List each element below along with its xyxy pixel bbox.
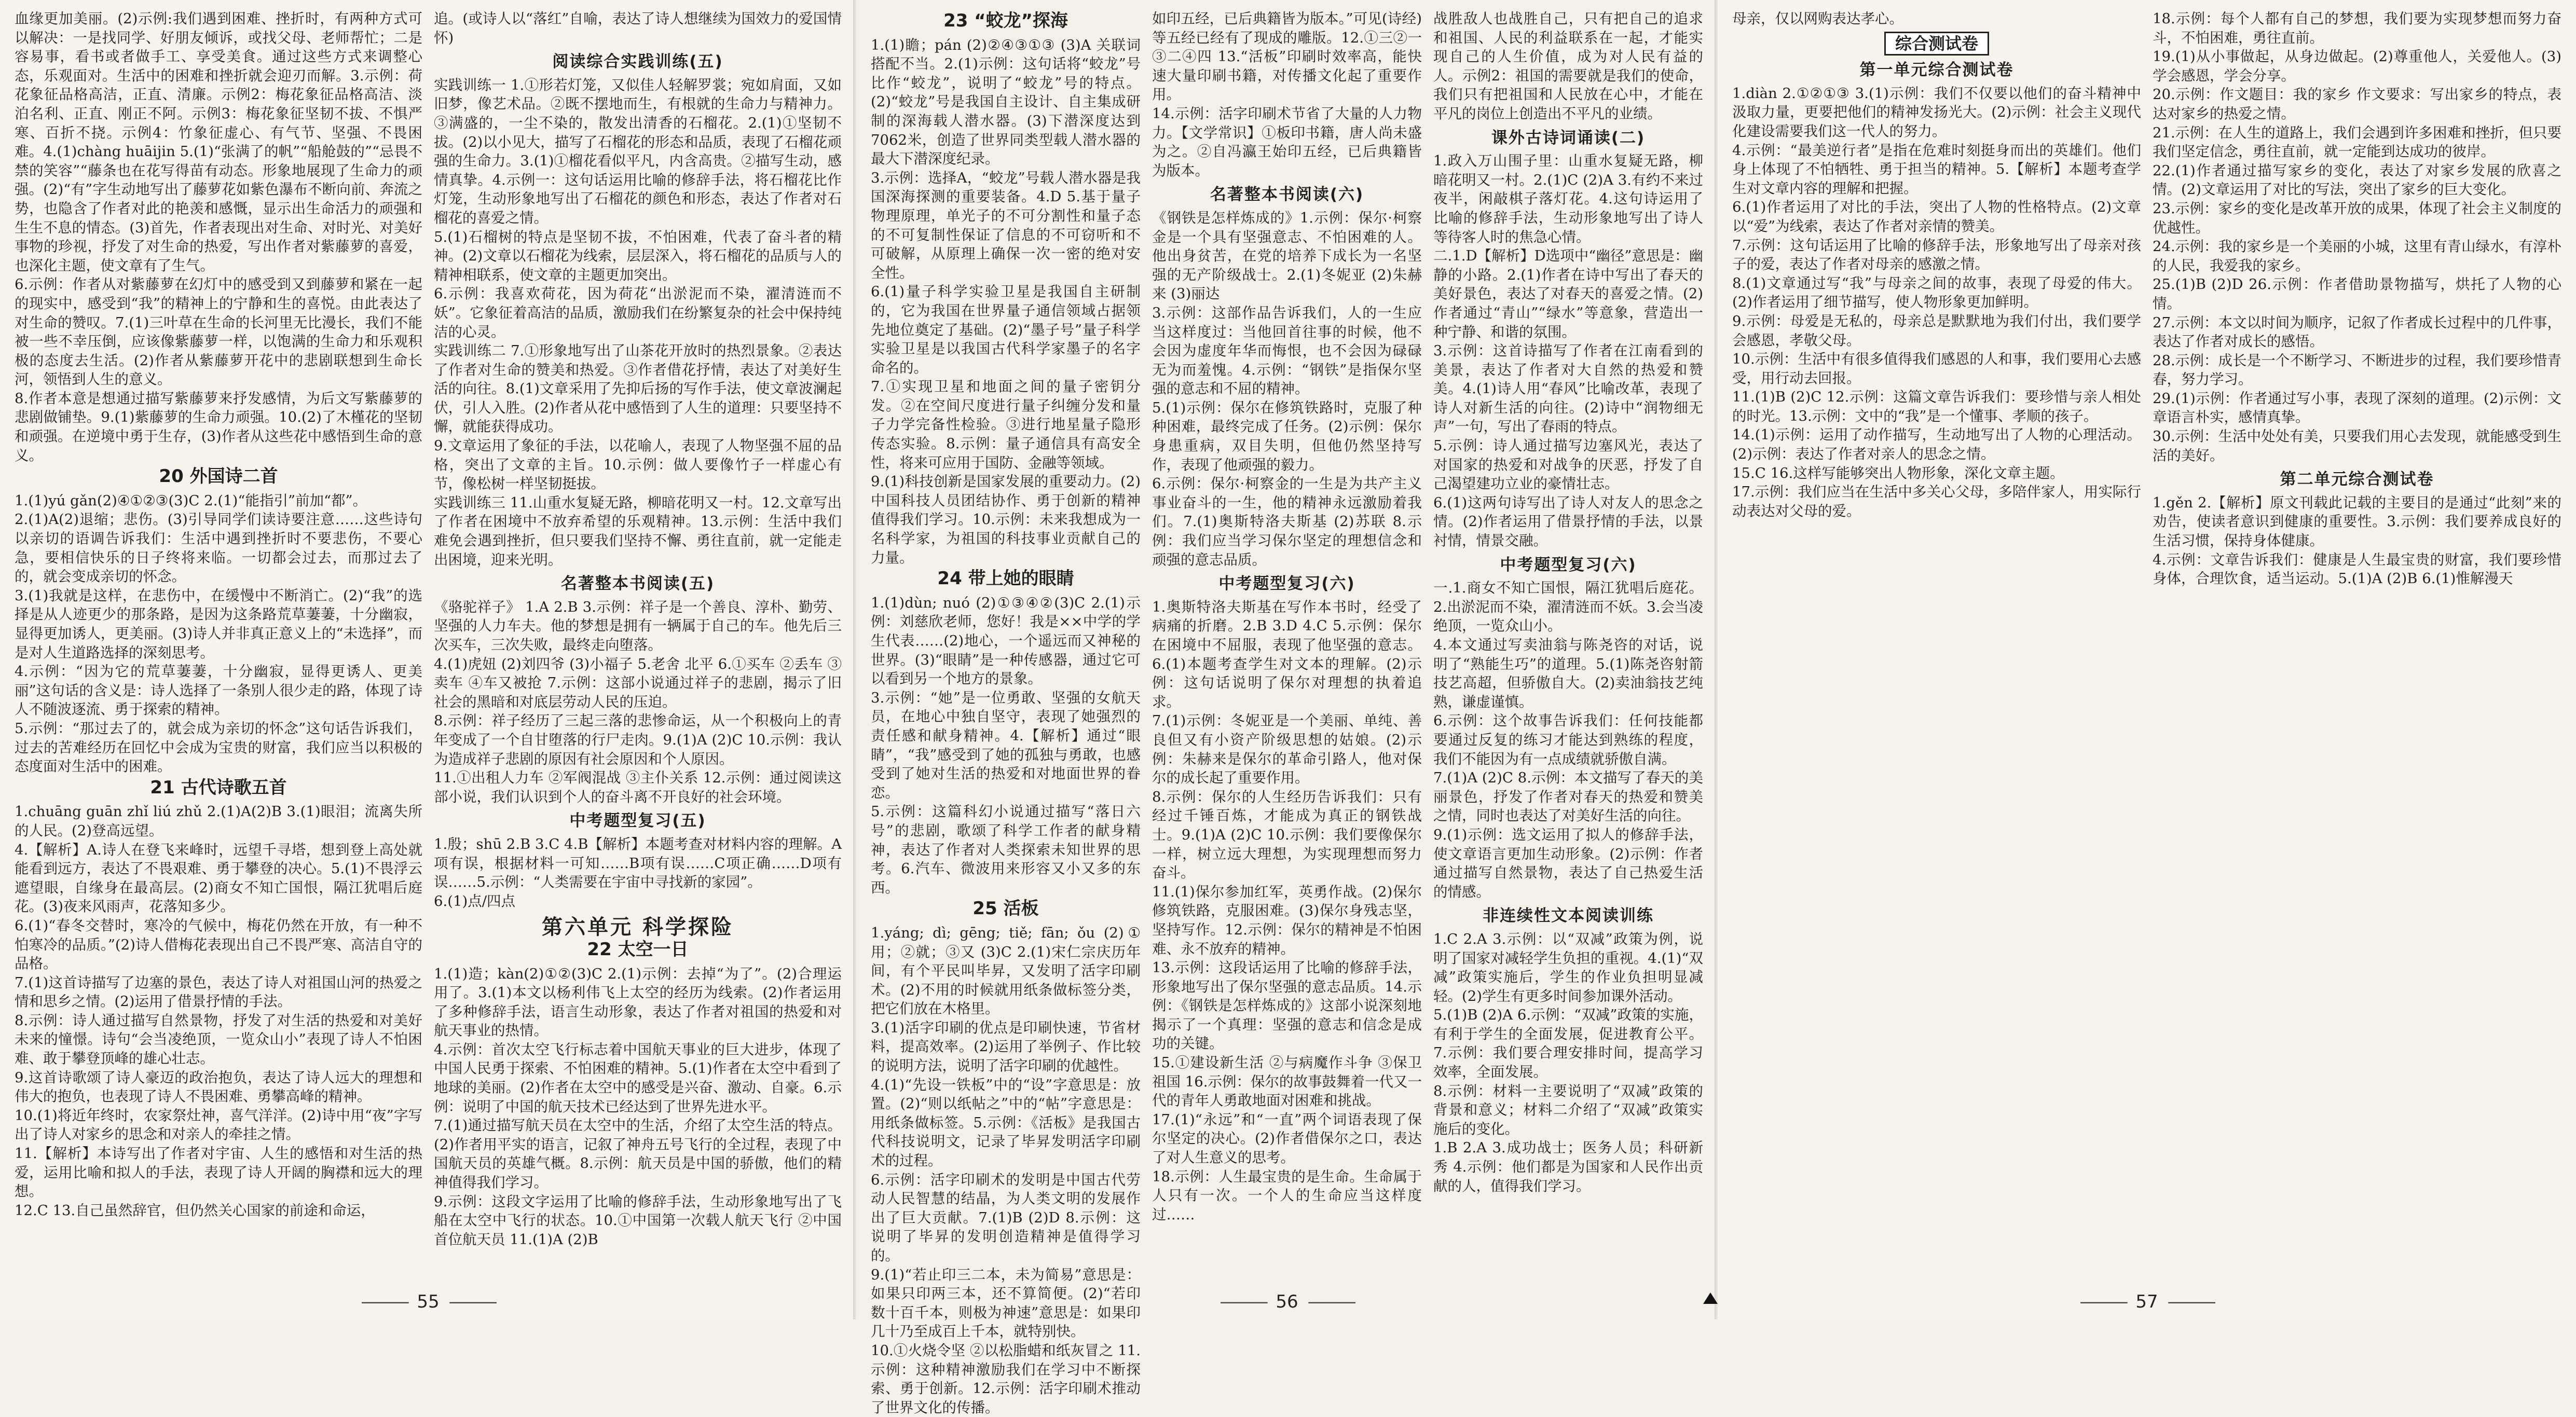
paragraph: 追。(或诗人以“落红”自喻，表达了诗人想继续为国效力的爱国情怀) <box>434 10 842 46</box>
paragraph: 3.(1)我就是这样，在悲伤中，在缓慢中不断消亡。(2)“我”的选择是从人迹更少的那条路，是因为这条路荒草萋萋，十分幽寂，显得更加诱人，更美丽。(3)诗人并非真正意义上的“未选择”，而是对人生道路选择的深刻思考。 <box>15 587 422 661</box>
paragraph: 7.(1)这首诗描写了边塞的景色，表达了诗人对祖国山河的热爱之情和思乡之情。(2)运用了借景抒情的手法。 <box>15 974 422 1010</box>
paragraph: 23.示例：家乡的变化是改革开放的成果，体现了社会主义制度的优越性。 <box>2153 200 2561 236</box>
paragraph: 9.(1)科技创新是国家发展的重要动力。(2)中国科技人员团结协作、勇于创新的精神值得我们学习。10.示例：未来我想成为一名科学家，为祖国的科技事业贡献自己的力量。 <box>871 473 1141 566</box>
paragraph: 1.chuāng guān zhǐ liú zhǔ 2.(1)A(2)B 3.(1)眼泪；流离失所的人民。(2)登高远望。 <box>15 803 422 839</box>
paragraph: 一.1.商女不知亡国恨，隔江犹唱后庭花。2.出淤泥而不染，濯清涟而不妖。3.会当凌绝顶，一览众山小。 <box>1433 580 1703 635</box>
lesson-title: 20 外国诗二首 <box>159 466 278 487</box>
page-number: ——— 56 ——— <box>856 1291 1718 1312</box>
paragraph: 5.示例：“那过去了的，就会成为亲切的怀念”这句话告诉我们，过去的苦难经历在回忆中会成为宝贵的财富，我们应当以积极的态度面对生活中的困难。 <box>15 720 422 775</box>
page-number: ——— 55 ——— <box>0 1291 856 1312</box>
paragraph: 1.C 2.A 3.示例：以“双减”政策为例，说明了国家对减轻学生负担的重视。4.(1)“双减”政策实施后，学生的作业负担明显减轻。(2)学生有更多时间参加课外活动。 <box>1433 930 1703 1005</box>
unit-title: 第六单元 科学探险 <box>542 915 734 940</box>
paragraph: 7.①实现卫星和地面之间的量子密钥分发。②在空间尺度进行量子纠缠分发和量子力学完备性检验。③进行地星量子隐形传态实验。8.示例：量子通信具有高安全性，将来可应用于国防、金融等领域。 <box>871 378 1141 471</box>
paragraph: 13.示例：这段话运用了比喻的修辞手法，形象地写出了保尔坚强的意志品质。14.示例：《钢铁是怎样炼成的》这部小说深刻地揭示了一个真理：坚强的意志和信念是成功的关键。 <box>1152 959 1422 1052</box>
paragraph: 9.(1)示例：选文运用了拟人的修辞手法，使文章语言更加生动形象。(2)示例：作者通过描写自然景物，表达了自己热爱生活的情感。 <box>1433 826 1703 900</box>
paragraph: 6.示例：这个故事告诉我们：任何技能都要通过反复的练习才能达到熟练的程度，我们不能因为有一点成绩就骄傲自满。 <box>1433 712 1703 767</box>
paragraph: 1.gěn 2.【解析】原文刊载此记载的主要目的是通过“此刻”来的劝告，使读者意识到健康的重要性。3.示例：我们要养成良好的生活习惯，保持身体健康。 <box>2153 494 2561 549</box>
page-56 <box>856 0 1718 1416</box>
paragraph: 9.(1)“若止印三二本，未为简易”意思是：如果只印两三本，还不算简便。(2)“若印数十百千本，则极为神速”意思是：如果印几十乃至成百上千本，就特别快。 <box>871 1266 1141 1340</box>
paragraph: 9.文章运用了象征的手法，以花喻人，表现了人物坚强不屈的品格，突出了文章的主旨。10.示例：做人要像竹子一样虚心有节，像松树一样坚韧挺拔。 <box>434 437 842 492</box>
section-title: 名著整本书阅读(五) <box>560 574 715 594</box>
paragraph: 实践训练一 1.①形若灯笼，又似佳人轻解罗裳；宛如肩面，又如旧梦，像艺术品。②既不摆地而生，有根就的生命力与精神力。③满盛的，一尘不染的，散发出清香的石榴花。2.(1)①坚韧不拔。(2)以小见大，描写了石榴花的形态和品质，表现了石榴花顽强的生命力。3.(1)①榴花看似平凡，内含高贵。②描写生动，感情真挚。4.示例一：这句话运用比喻的修辞手法，将石榴花比作灯笼，生动形象地写出了石榴花的颜色和形态，表达了作者对石榴花的喜爱之情。 <box>434 76 842 226</box>
paragraph: 3.示例：“她”是一位勇敢、坚强的女航天员，在地心中独自坚守，表现了她强烈的责任感和献身精神。4.【解析】通过“眼睛”，“我”感受到了她的孤独与勇敢，也感受到了她对生活的热爱和对地面世界的眷恋。 <box>871 689 1141 801</box>
paragraph: 母亲，仅以网购表达孝心。 <box>1732 10 1903 27</box>
section-title: 阅读综合实践训练(五) <box>552 52 723 72</box>
paragraph: 6.示例：活字印刷术的发明是中国古代劳动人民智慧的结晶，为人类文明的发展作出了巨大贡献。7.(1)B (2)D 8.示例：这说明了毕昇的发明创造精神是值得学习的。 <box>871 1171 1141 1264</box>
lesson-title: 25 活板 <box>972 898 1039 919</box>
section-title: 中考题型复习(六) <box>1500 555 1637 574</box>
paragraph: 11.(1)保尔参加红军，英勇作战。(2)保尔修筑铁路，克服困难。(3)保尔身残志坚，坚持写作。12.示例：保尔的精神是不怕困难、永不放弃的精神。 <box>1152 883 1422 957</box>
paragraph: 1.(1)yú gǎn(2)④①②③(3)C 2.(1)“能指引”前加“都”。 <box>15 492 367 509</box>
paragraph: 19.(1)从小事做起，从身边做起。(2)尊重他人，关爱他人。(3)学会感恩，学会分享。 <box>2153 48 2561 84</box>
paragraph: 8.作者本意是想通过描写紫藤萝来抒发感情，为后文写紫藤萝的悲剧做铺垫。9.(1)紫藤萝的生命力顽强。10.(2)了木槿花的坚韧和顽强。在逆境中勇于生存，(3)作者从这些花中感悟到生命的意义。 <box>15 390 422 464</box>
paragraph: 7.示例：这句话运用了比喻的修辞手法，形象地写出了母亲对孩子的爱，表达了作者对母亲的感激之情。 <box>1732 237 2141 273</box>
paragraph: 10.①火烧令坚 ②以松脂蜡和纸灰冒之 11.示例：这种精神激励我们在学习中不断探索、勇于创新。12.示例：活字印刷术推动了世界文化的传播。 <box>871 1342 1141 1416</box>
paragraph: 5.(1)示例：保尔在修筑铁路时，克服了种种困难，最终完成了任务。(2)示例：保尔身患重病，双目失明，但他仍然坚持写作，表现了他顽强的毅力。 <box>1152 399 1422 473</box>
section-title: 中考题型复习(六) <box>1218 574 1355 594</box>
paragraph: 20.示例：作文题目：我的家乡 作文要求：写出家乡的特点，表达对家乡的热爱之情。 <box>2153 86 2561 122</box>
paragraph: 14.示例：活字印刷术节省了大量的人力物力。【文学常识】①板印书籍，唐人尚未盛为之。②自冯瀛王始印五经，已后典籍皆为版本。 <box>1152 105 1422 179</box>
paragraph: 24.示例：我的家乡是一个美丽的小城，这里有青山绿水，有淳朴的人民，我爱我的家乡。 <box>2153 238 2561 274</box>
page-55 <box>0 0 856 1319</box>
paragraph: 4.本文通过写卖油翁与陈尧咨的对话，说明了“熟能生巧”的道理。5.(1)陈尧咨射箭技艺高超，但骄傲自大。(2)卖油翁技艺纯熟，谦虚谨慎。 <box>1433 637 1703 710</box>
lesson-title: 21 古代诗歌五首 <box>150 777 287 798</box>
paragraph: 4.示例：“因为它的荒草萋萋，十分幽寂，显得更诱人、更美丽”这句话的含义是：诗人选择了一条别人很少走的路，体现了诗人不随波逐流、勇于探索的精神。 <box>15 663 422 718</box>
paragraph: 25.(1)B (2)D 26.示例：作者借助景物描写，烘托了人物的心情。 <box>2153 276 2561 312</box>
paragraph: 22.(1)作者通过描写家乡的变化，表达了对家乡发展的欣喜之情。(2)文章运用了对比的写法，突出了家乡的巨大变化。 <box>2153 162 2561 198</box>
paragraph: 3.示例：这首诗描写了作者在江南看到的美景，表达了作者对大自然的热爱和赞美。4.(1)诗人用“春风”比喻改革，表现了诗人对新生活的向往。(2)诗中“润物细无声”一句，写出了春雨的特点。 <box>1433 342 1703 435</box>
lesson-title: 23 “蛟龙”探海 <box>943 10 1068 31</box>
paragraph: 9.示例：母爱是无私的，母亲总是默默地为我们付出，我们要学会感恩，孝敬父母。 <box>1732 312 2141 349</box>
paragraph: 6.(1)“春冬交替时，寒冷的气候中，梅花仍然在开放，有一种不怕寒冷的品质。”(2)诗人借梅花表现出自己不畏严寒、高洁自守的品格。 <box>15 917 422 972</box>
paragraph: 11.(1)B (2)C 12.示例：这篇文章告诉我们：要珍惜与亲人相处的时光。13.示例：文中的“我”是一个懂事、孝顺的孩子。 <box>1732 389 2141 424</box>
paragraph: 5.示例：诗人通过描写边塞风光，表达了对国家的热爱和对战争的厌恶，抒发了自己渴望建功立业的豪情壮志。 <box>1433 437 1703 492</box>
column <box>1433 9 1703 1255</box>
paragraph: 12.C 13.自己虽然辞官，但仍然关心国家的前途和命运， <box>15 1202 375 1219</box>
paragraph: 8.示例：诗人通过描写自然景物，抒发了对生活的热爱和对美好未来的憧憬。诗句“会当凌绝顶，一览众山小”表现了诗人不怕困难、敢于攀登顶峰的雄心壮志。 <box>15 1012 422 1067</box>
paragraph: 9.这首诗歌颂了诗人豪迈的政治抱负，表达了诗人远大的理想和伟大的抱负，也表现了诗人不畏困难、勇攀高峰的精神。 <box>15 1069 422 1105</box>
paragraph: 3.示例：选择A，“蛟龙”号载人潜水器是我国深海探测的重要装备。4.D 5.基于量子物理原理，单光子的不可分割性和量子态的不可复制性保证了信息的不可窃听和不可破解，从原理上确保一次一密的绝对安全性。 <box>871 169 1141 281</box>
paragraph: 27.示例：本文以时间为顺序，记叙了作者成长过程中的几件事，表达了作者对成长的感悟。 <box>2153 314 2561 350</box>
section-title: 第二单元综合测试卷 <box>2280 470 2434 489</box>
paragraph: 10.示例：生活中有很多值得我们感恩的人和事，我们要用心去感受，用行动去回报。 <box>1732 351 2141 387</box>
paragraph: 7.(1)示例：冬妮亚是一个美丽、单纯、善良但又有小资产阶级思想的姑娘。(2)示例：朱赫来是保尔的革命引路人，他对保尔的成长起了重要作用。 <box>1152 712 1422 787</box>
paragraph: 4.示例：首次太空飞行标志着中国航天事业的巨大进步，体现了中国人民勇于探索、不怕困难的精神。5.(1)作者在太空中看到了地球的美丽。(2)作者在太空中的感受是兴奋、激动、自豪。6.示例：说明了中国的航天技术已经达到了世界先进水平。 <box>434 1041 842 1115</box>
column <box>434 9 842 1255</box>
paragraph: 实践训练二 7.①形象地写出了山茶花开放时的热烈景象。②表达了作者对生命的赞美和热爱。③作者借花抒情，表达了对美好生活的向往。8.(1)文章采用了先抑后扬的写作手法，使文章波澜起伏，引人入胜。(2)作者从花中感悟到了人生的道理：只要坚持不懈，就能获得成功。 <box>434 342 842 435</box>
paragraph: 血缘更加美丽。(2)示例:我们遇到困难、挫折时，有两种方式可以解决：一是找同学、好朋友倾诉，或找父母、老师帮忙；二是容易事，看书或者做手工、享受美食。通过这些方式来调整心态，乐观面对。生活中的困难和挫折就会迎刃而解。3.示例：荷花象征品格高洁，正直、清廉。示例2：梅花象征品格高洁、淡泊名利、正直、刚正不阿。示例3：梅花象征坚韧不拔、不惧严寒、百折不挠。示例4：竹象征虚心、有气节、坚强、不畏困难。4.(1)chàng huāijin 5.(1)“张满了的帆”“船舱鼓的”“忌畏不禁的笑容”“藤条也在花写得苗有动态。形象地展现了生命力的顽强。(2)“有”字生动地写出了藤萝花如紫色瀑布不断向前、奔流之势，也隐含了作者对此的艳羡和感慨，显示出生命活力的顽强和生生不息的情态。(3)首先，作者表现出对生命、对时光、对美好事物的珍视，抒发了对生命的热爱，写出作者对紫藤萝的喜爱，也深化主题，使文章有了生气。 <box>15 10 422 274</box>
paragraph: 6.示例：作者从对紫藤萝在幻灯中的感受到又到藤萝和紧在一起的现实中，感受到“我”的精神上的宁静和生的喜悦。由此表达了对生命的赞叹。7.(1)三叶草在生命的长河里无比漫长，我们不能被一些不幸压倒，应该像紫藤萝一样，以饱满的生命力和乐观积极的态度去生活。(2)作者从紫藤萝开花中的悲剧联想到生命长河，领悟到人生的意义。 <box>15 276 422 388</box>
paragraph: 1.奥斯特洛夫斯基在写作本书时，经受了病痛的折磨。2.B 3.D 4.C 5.示例：保尔在困境中不屈服，表现了他坚强的意志。6.(1)本题考查学生对文本的理解。(2)示例：这句话说明了保尔对理想的执着追求。 <box>1152 598 1422 710</box>
paragraph: 6.(1)作者运用了对比的手法，突出了人物的性格特点。(2)文章以“爱”为线索，表达了作者对亲情的赞美。 <box>1732 199 2141 235</box>
paragraph: 1.diàn 2.①②①③ 3.(1)示例：我们不仅要以他们的奋斗精神中汲取力量，更要把他们的精神发扬光大。(2)示例：社会主义现代化建设需要我们这一代人的努力。 <box>1732 85 2141 140</box>
paragraph: 4.(1)虎妞 (2)刘四爷 (3)小福子 5.老舍 北平 6.①买车 ②丢车 ③卖车 ④车又被抢 7.示例：这部小说通过祥子的悲剧，揭示了旧社会的黑暗和对底层劳动人民的压迫。 <box>434 655 842 710</box>
column <box>15 9 422 1255</box>
test-paper-banner: 综合测试卷 <box>1884 32 1989 56</box>
paragraph: 7.(1)A (2)C 8.示例：本文描写了春天的美丽景色，抒发了作者对春天的热爱和赞美之情，同时也表达了对美好生活的向往。 <box>1433 769 1703 824</box>
paragraph: 21.示例：在人生的道路上，我们会遇到许多困难和挫折，但只要我们坚定信念，勇往直前，就一定能到达成功的彼岸。 <box>2153 124 2561 160</box>
paragraph: 《骆驼祥子》 1.A 2.B 3.示例：祥子是一个善良、淳朴、勤劳、坚强的人力车夫。他的梦想是拥有一辆属于自己的车。他先后三次买车，三次失败，最终走向堕落。 <box>434 598 842 653</box>
paragraph: 如印五经，已后典籍皆为版本。”可见(诗经)等五经已经有了现成的雕版。12.①三②一③二④四 13.“活板”印刷时效率高，能快速大量印刷书籍，对传播文化起了重要作用。 <box>1152 10 1422 103</box>
lesson-title: 22 太空一日 <box>587 939 689 960</box>
section-title: 中考题型复习(五) <box>569 811 706 831</box>
paragraph: 15.C 16.这样写能够突出人物形象，深化文章主题。 <box>1732 464 2064 481</box>
paragraph: 6.示例：我喜欢荷花，因为荷花“出淤泥而不染，濯清涟而不妖”。它象征着高洁的品质，激励我们在纷繁复杂的社会中保持纯洁的心灵。 <box>434 285 842 340</box>
paragraph: 5.(1)B (2)A 6.示例：“双减”政策的实施，有利于学生的全面发展，促进教育公平。7.示例：我们要合理安排时间，提高学习效率，全面发展。 <box>1433 1007 1703 1081</box>
paragraph: 6.示例：保尔·柯察金的一生是为共产主义事业奋斗的一生，他的精神永远激励着我们。7.(1)奥斯特洛夫斯基 (2)苏联 8.示例：我们应当学习保尔坚定的理想信念和顽强的意志品质。 <box>1152 475 1422 568</box>
column <box>1732 9 2141 1255</box>
column <box>1152 9 1422 1255</box>
paragraph: 3.(1)活字印刷的优点是印刷快速，节省材料，提高效率。(2)运用了举例子、作比较的说明方法，说明了活字印刷的优越性。 <box>871 1019 1141 1075</box>
paragraph: 4.示例：文章告诉我们：健康是人生最宝贵的财富，我们要珍惜身体，合理饮食，适当运动。5.(1)A (2)B 6.(1)惟解漫天 <box>2153 551 2561 587</box>
paragraph: 4.示例：“最美逆行者”是指在危难时刻挺身而出的英雄们。他们身上体现了不怕牺牲、勇于担当的精神。5.【解析】本题考查学生对文章内容的理解和把握。 <box>1732 142 2141 197</box>
paragraph: 11.【解析】本诗写出了作者对宇宙、人生的感悟和对生活的热爱，运用比喻和拟人的手法，表现了诗人开阔的胸襟和远大的理想。 <box>15 1145 422 1200</box>
paragraph: 4.【解析】A.诗人在登飞来峰时，远望千寻塔，想到登上高处就能看到远方，表达了不畏艰难、勇于攀登的决心。5.(1)不畏浮云遮望眼，自缘身在最高层。(2)商女不知亡国恨，隔江犹唱后庭花。(3)夜来风雨声，花落知多少。 <box>15 841 422 915</box>
section-title: 非连续性文本阅读训练 <box>1483 906 1654 926</box>
paragraph: 1.B 2.A 3.成功战士；医务人员；科研新秀 4.示例：他们都是为国家和人民作出贡献的人，值得我们学习。 <box>1433 1139 1703 1194</box>
paragraph: 2.(1)A(2)退缩；悲伤。(3)引导同学们读诗要注意……这些诗句以亲切的语调告诉我们：生活中遇到挫折时不要悲伤，不要心急，要相信快乐的日子终将来临。一切都会过去，而那过去了的，就会变成亲切的怀念。 <box>15 511 422 585</box>
paragraph: 17.示例：我们应当在生活中多关心父母，多陪伴家人，用实际行动表达对父母的爱。 <box>1732 484 2141 519</box>
paragraph: 4.(1)“先设一铁板”中的“设”字意思是：放置。(2)“则以纸帖之”中的“帖”字意思是：用纸条做标签。5.示例：《活板》是我国古代科技说明文，记录了毕昇发明活字印刷术的过程。 <box>871 1076 1141 1170</box>
section-title: 名著整本书阅读(六) <box>1210 185 1364 204</box>
section-title: 课外古诗词诵读(二) <box>1491 128 1646 147</box>
lesson-title: 24 带上她的眼睛 <box>937 568 1074 589</box>
paragraph: 1.殷；shū 2.B 3.C 4.B【解析】本题考查对材料内容的理解。A项有误，根据材料一可知……B项有误……C项正确……D项有误……5.示例：“人类需要在宇宙中寻找新的家园”。 <box>434 835 842 891</box>
paragraph: 11.①出租人力车 ②军阀混战 ③主仆关系 12.示例：通过阅读这部小说，我们认识到个人的奋斗离不开良好的社会环境。 <box>434 769 842 805</box>
paragraph: 30.示例：生活中处处有美，只要我们用心去发现，就能感受到生活的美好。 <box>2153 428 2561 464</box>
paragraph: 1.政入万山围子里：山重水复疑无路，柳暗花明又一村。2.(1)C (2)A 3.有约不来过夜半，闲敲棋子落灯花。4.这句诗运用了比喻的修辞手法，生动形象地写出了诗人等待客人时的焦急心情。 <box>1433 153 1703 245</box>
paragraph: 1.(1)dùn; nuó (2)①③④②(3)C 2.(1)示例：刘慈欣老师，您好！我是××中学的学生代表……(2)地心，一个遥远而又神秘的世界。(3)“眼睛”是一种传感器，通过它可以看到另一个地方的景象。 <box>871 594 1141 687</box>
page-number: ——— 57 ——— <box>1718 1291 2576 1312</box>
paragraph: 1.(1)造；kàn(2)①②(3)C 2.(1)示例：去掉“为了”。(2)合理运用了。3.(1)本文以杨利伟飞上太空的经历为线索。(2)作者运用了多种修辞手法，语言生动形象，表达了作者对祖国的热爱和对航天事业的热情。 <box>434 965 842 1039</box>
page-57 <box>1718 0 2576 1319</box>
paragraph: 15.①建设新生活 ②与病魔作斗争 ③保卫祖国 16.示例：保尔的故事鼓舞着一代又一代的青年人勇敢地面对困难和挑战。 <box>1152 1054 1422 1109</box>
paragraph: 10.(1)将近年终时，农家祭灶神，喜气洋洋。(2)诗中用“夜”字写出了诗人对家乡的思念和对亲人的牵挂之情。 <box>15 1107 422 1143</box>
paragraph: 《钢铁是怎样炼成的》1.示例：保尔·柯察金是一个具有坚强意志、不怕困难的人。他出身贫苦，在党的培养下成长为一名坚强的无产阶级战士。2.(1)冬妮亚 (2)朱赫来 (3)丽达 <box>1152 209 1422 302</box>
column <box>2153 9 2561 1255</box>
paragraph: 实践训练三 11.山重水复疑无路，柳暗花明又一村。12.文章写出了作者在困境中不放弃希望的乐观精神。13.示例：生活中我们难免会遇到挫折，但只要我们坚持不懈、勇往直前，就一定能走出困境，迎来光明。 <box>434 494 842 568</box>
paragraph: 7.(1)通过描写航天员在太空中的生活，介绍了太空生活的特点。(2)作者用平实的语言，记叙了神舟五号飞行的全过程，表现了中国航天员的英雄气概。8.示例：航天员是中国的骄傲，他们的精神值得我们学习。 <box>434 1117 842 1191</box>
paragraph: 6.(1)点/四点 <box>434 892 515 910</box>
section-title: 第一单元综合测试卷 <box>1859 61 2014 80</box>
paragraph: 6.(1)量子科学实验卫星是我国自主研制的，它为我国在世界量子通信领域占据领先地位奠定了基础。(2)“墨子号”量子科学实验卫星是以我国古代科学家墨子的名字命名的。 <box>871 283 1141 376</box>
paragraph: 5.示例：这篇科幻小说通过描写“落日六号”的悲剧，歌颂了科学工作者的献身精神，表达了作者对人类探索未知世界的思考。6.汽车、微波用来形容又小又多的东西。 <box>871 803 1141 896</box>
paragraph: 8.示例：保尔的人生经历告诉我们：只有经过千锤百炼，才能成为真正的钢铁战士。9.(1)A (2)C 10.示例：我们要像保尔一样，树立远大理想，为实现理想而努力奋斗。 <box>1152 788 1422 882</box>
column <box>871 9 1141 1416</box>
paragraph: 3.示例：这部作品告诉我们，人的一生应当这样度过：当他回首往事的时候，他不会因为虚度年华而悔恨，也不会因为碌碌无为而羞愧。4.示例：“钢铁”是指保尔坚强的意志和不屈的精神。 <box>1152 304 1422 397</box>
paragraph: 14.(1)示例：运用了动作描写，生动地写出了人物的心理活动。(2)示例：表达了作者对亲人的思念之情。 <box>1732 427 2141 463</box>
paragraph: 8.示例：祥子经历了三起三落的悲惨命运，从一个积极向上的青年变成了一个自甘堕落的行尸走肉。9.(1)A (2)C 10.示例：我认为造成祥子悲剧的原因有社会原因和个人原因。 <box>434 712 842 767</box>
paragraph: 29.(1)示例：作者通过写小事，表现了深刻的道理。(2)示例：文章语言朴实，感情真挚。 <box>2153 390 2561 426</box>
paragraph: 9.示例：这段文字运用了比喻的修辞手法，生动形象地写出了飞船在太空中飞行的状态。10.①中国第一次载人航天飞行 ②中国首位航天员 11.(1)A (2)B <box>434 1193 842 1248</box>
paragraph: 二.1.D【解析】D选项中“幽径”意思是：幽静的小路。2.(1)作者在诗中写出了春天的美好景色，表达了对春天的喜爱之情。(2)作者通过“青山”“绿水”等意象，营造出一种宁静、和谐的氛围。 <box>1433 247 1703 340</box>
paragraph: 1.(1)瞻；pán (2)②④③①③ (3)A 关联词搭配不当。2.(1)示例：这句话将“蛟龙”号比作“蛟龙”，说明了“蛟龙”号的特点。(2)“蛟龙”号是我国自主设计、自主集成研制的深海载人潜水器。(3)下潜深度达到7062米，创造了世界同类型载人潜水器的最大下潜深度纪录。 <box>871 36 1141 168</box>
paragraph: 战胜敌人也战胜自己，只有把自己的追求和祖国、人民的利益联系在一起，才能实现自己的人生价值，成为对人民有益的人。示例2：祖国的需要就是我们的使命，我们只有把祖国和人民放在心中，才能在平凡的岗位上创造出不平凡的业绩。 <box>1433 10 1703 122</box>
paragraph: 8.(1)文章通过写“我”与母亲之间的故事，表现了母爱的伟大。(2)作者运用了细节描写，使人物形象更加鲜明。 <box>1732 274 2141 311</box>
paragraph: 1.yáng; dì; gēng; tiě; fān; ǒu (2)①用；②就；③又 (3)C 2.(1)宋仁宗庆历年间，有个平民叫毕昇，又发明了活字印刷术。(2)不用的时候就用纸条做标签分类，把它们放在木格里。 <box>871 924 1141 1017</box>
paragraph: 18.示例：人生最宝贵的是生命。生命属于人只有一次。一个人的生命应当这样度过…… <box>1152 1168 1422 1223</box>
paragraph: 8.示例：材料一主要说明了“双减”政策的背景和意义；材料二介绍了“双减”政策实施后的变化。 <box>1433 1082 1703 1137</box>
paragraph: 18.示例：每个人都有自己的梦想，我们要为实现梦想而努力奋斗，不怕困难，勇往直前。 <box>2153 10 2561 46</box>
paragraph: 5.(1)石榴树的特点是坚韧不拔，不怕困难，代表了奋斗者的精神。(2)文章以石榴花为线索，层层深入，将石榴花的品质与人的精神相联系，使文章的主题更加突出。 <box>434 228 842 283</box>
paragraph: 28.示例：成长是一个不断学习、不断进步的过程，我们要珍惜青春，努力学习。 <box>2153 352 2561 388</box>
paragraph: 6.(1)这两句诗写出了诗人对友人的思念之情。(2)作者运用了借景抒情的手法，以景衬情，情景交融。 <box>1433 494 1703 549</box>
paragraph: 17.(1)“永远”和“一直”两个词语表现了保尔坚定的决心。(2)作者借保尔之口，表达了对人生意义的思考。 <box>1152 1111 1422 1166</box>
triangle-mark-icon <box>1703 1292 1718 1304</box>
